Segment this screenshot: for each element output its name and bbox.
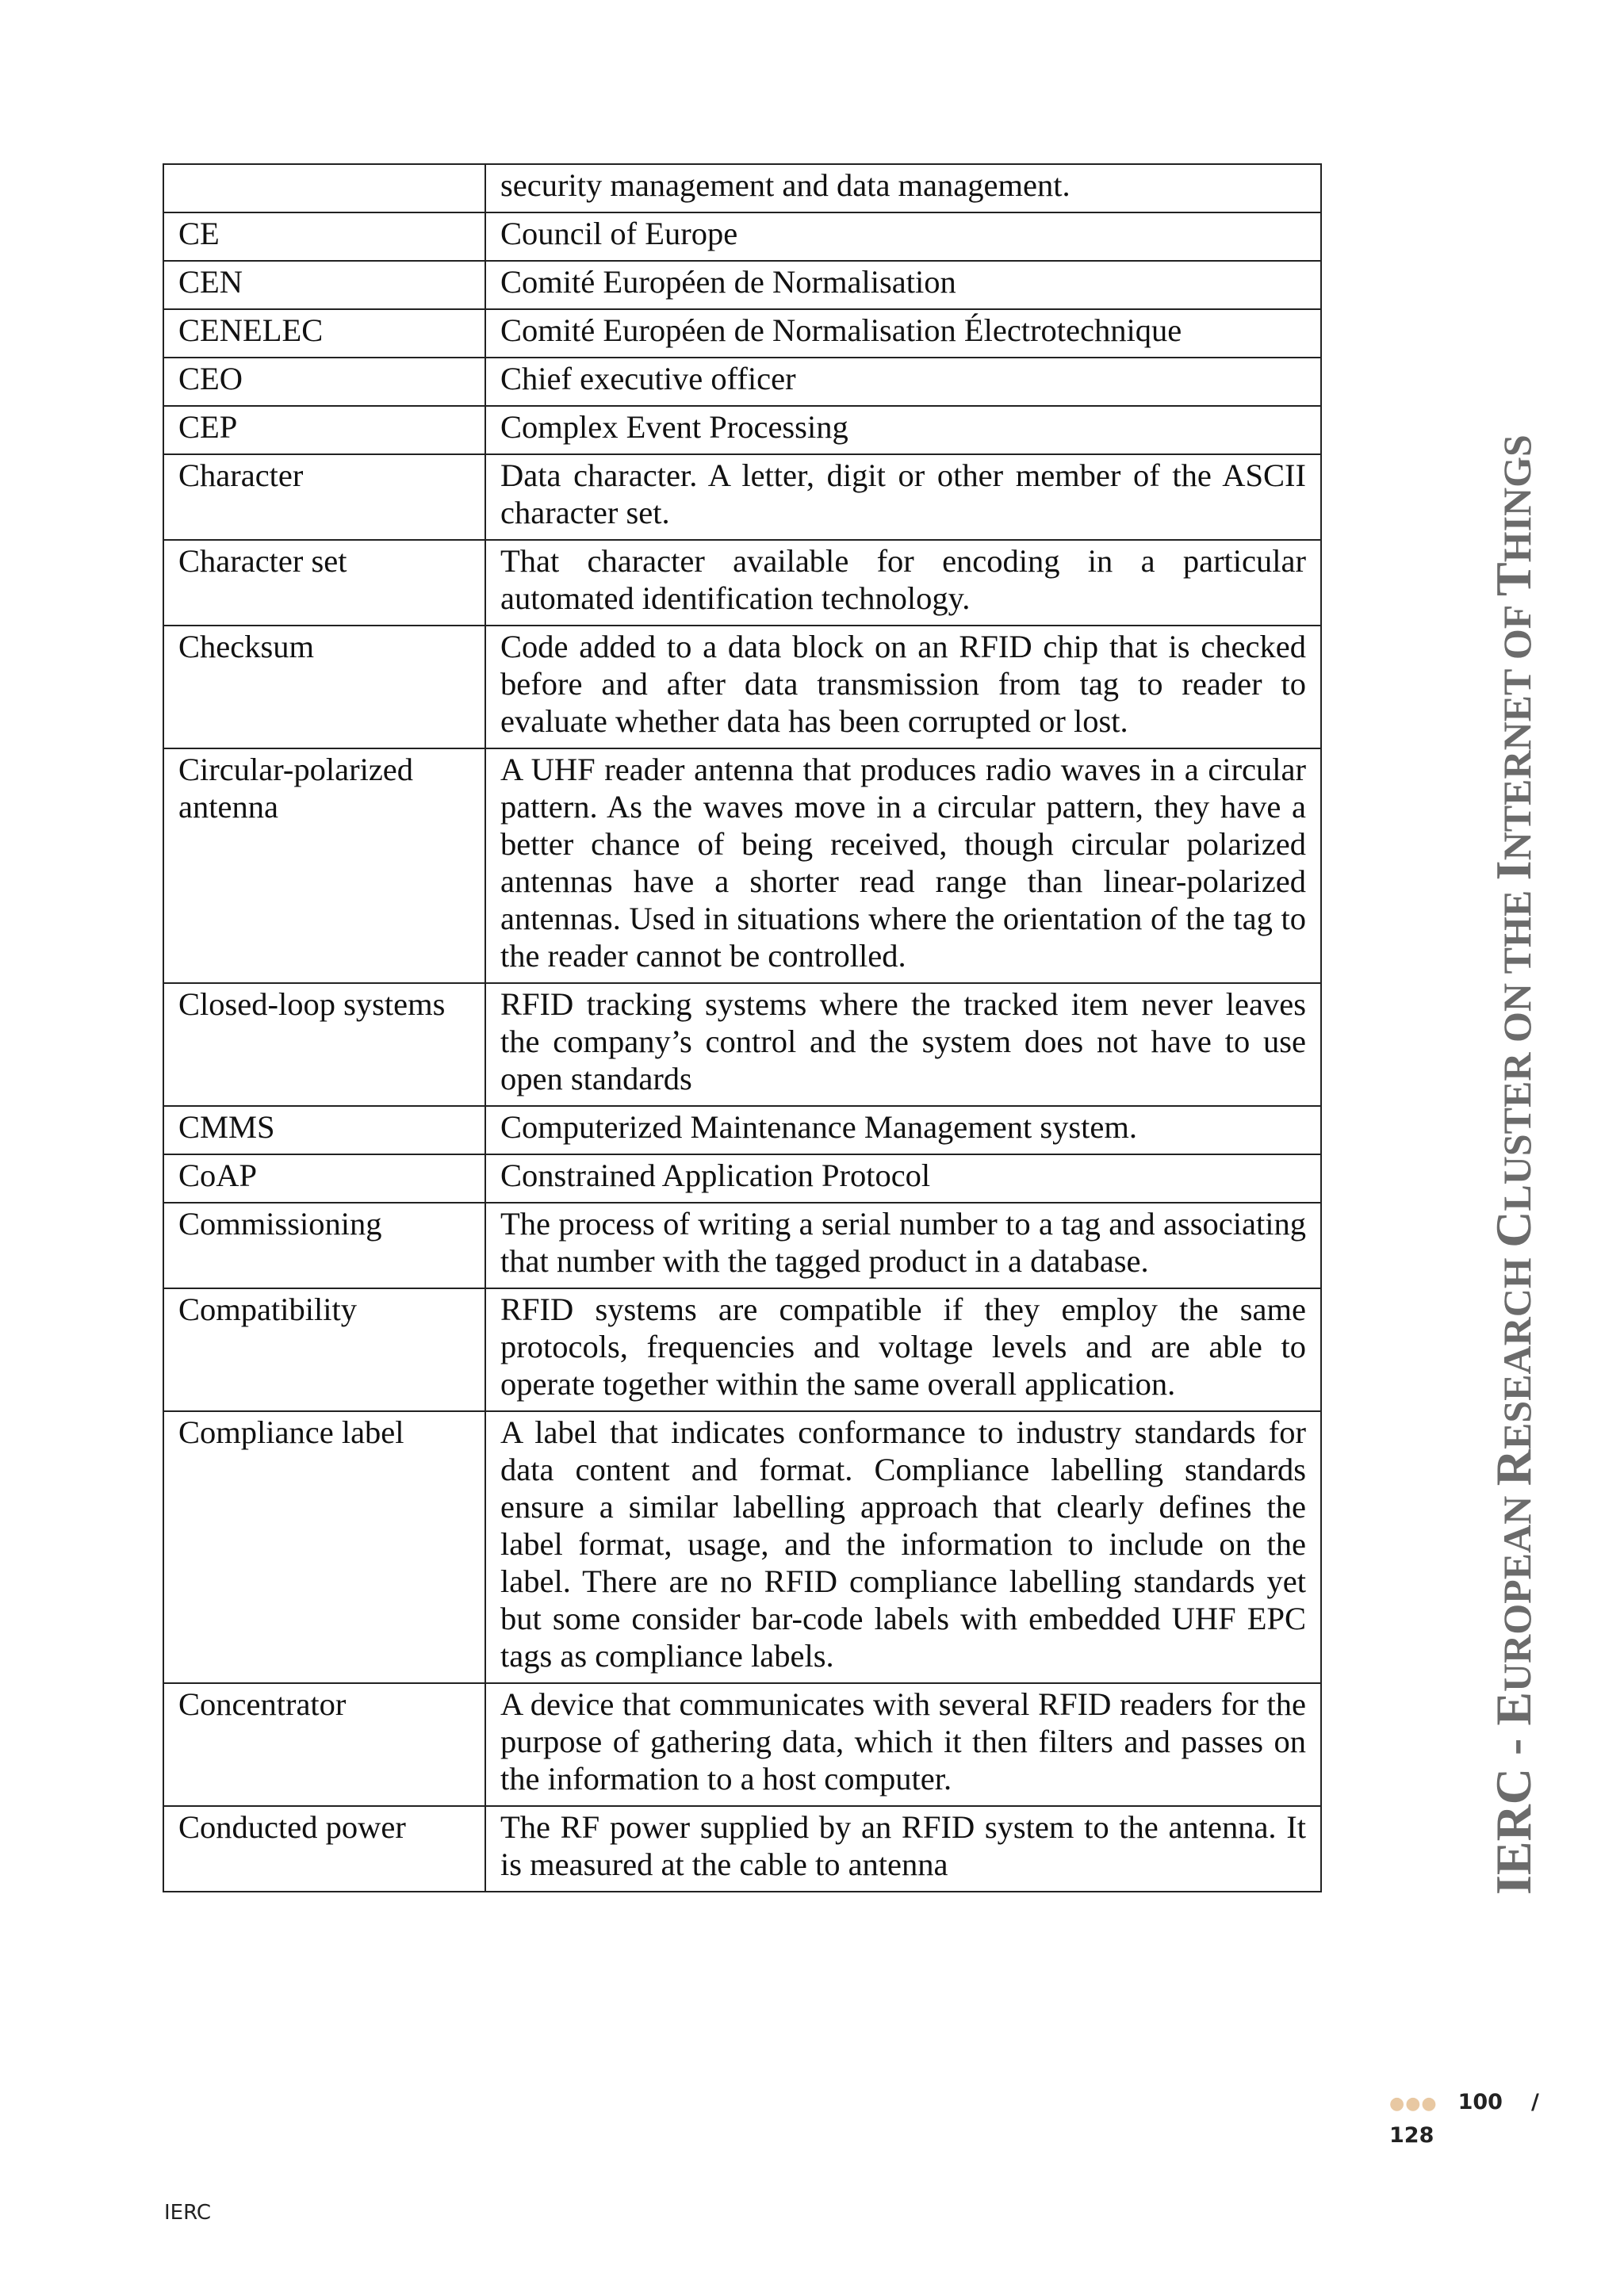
side-running-title [1484,434,1543,1895]
glossary-definition: Computerized Maintenance Management system. [500,1109,1137,1145]
glossary-definition-cell [485,983,1321,1106]
dots-icon: ●●● [1389,2094,1438,2114]
glossary-row [163,1411,1321,1683]
glossary-term: Commissioning [163,1203,485,1288]
glossary-term: CENELEC [163,309,485,358]
glossary-term: CE [163,212,485,261]
glossary-definition-cell [485,212,1321,261]
side-title-segment: ESEARCH [1495,1247,1539,1450]
side-title-segment: IERC - E [1485,1691,1542,1895]
side-title-segment: NTERNET OF [1495,596,1539,861]
glossary-row [163,1288,1321,1411]
glossary-definition: Complex Event Processing [500,409,848,445]
page-separator: / [1530,2090,1539,2114]
glossary-row [163,1683,1321,1806]
glossary-row [163,212,1321,261]
glossary-term: Compatibility [163,1288,485,1411]
glossary-row [163,1154,1321,1203]
glossary-definition: RFID tracking systems where the tracked item never leaves the company’s control and the system does not have to use open standards [500,986,1306,1096]
side-title-segment: I [1485,860,1542,881]
glossary-row [163,748,1321,983]
glossary-definition-cell [485,748,1321,983]
glossary-row [163,540,1321,626]
glossary-row [163,983,1321,1106]
glossary-definition-cell [485,358,1321,406]
glossary-definition: Data character. A letter, digit or other member of the ASCII character set. [500,457,1306,530]
total-pages: 128 [1389,2123,1434,2148]
glossary-definition: Chief executive officer [500,361,796,396]
glossary-definition: The process of writing a serial number to a tag and associating that number with the tagged product in a database. [500,1206,1306,1279]
glossary-definition-cell [485,1683,1321,1806]
glossary-table [163,163,1322,1892]
glossary-row [163,164,1321,212]
side-title-segment: HINGS [1495,434,1539,563]
glossary-row [163,1203,1321,1288]
glossary-definition-cell [485,261,1321,309]
footer-label: IERC [164,2201,212,2225]
glossary-definition: A UHF reader antenna that produces radio waves in a circular pattern. As the waves move in a circular pattern, they have a better chance of being received, though circular polarized antennas have a shorter read range than linear-polarized antennas. Used in situations where the orientation of the tag to the reader cannot be controlled. [500,752,1306,974]
side-title-segment: C [1485,1211,1542,1248]
glossary-definition: A device that communicates with several RFID readers for the purpose of gathering data, which it then filters and passes on the information to a host computer. [500,1686,1306,1797]
glossary-definition-cell [485,406,1321,454]
page-indicator [1389,2087,1572,2152]
glossary-definition: security management and data management. [500,167,1071,203]
glossary-term: Conducted power [163,1806,485,1892]
side-title-segment: R [1485,1449,1542,1487]
glossary-term: CEO [163,358,485,406]
glossary-definition-cell [485,164,1321,212]
glossary-definition-cell [485,454,1321,540]
glossary-definition-cell [485,1288,1321,1411]
glossary-row [163,454,1321,540]
glossary-definition-cell [485,540,1321,626]
glossary-definition-cell [485,1154,1321,1203]
glossary-definition: That character available for encoding in a particular automated identification technology. [500,543,1306,616]
glossary-row [163,309,1321,358]
glossary-definition: Comité Européen de Normalisation [500,264,956,300]
glossary-definition: Comité Européen de Normalisation Électrotechnique [500,312,1182,348]
glossary-definition-cell [485,1806,1321,1892]
glossary-definition-cell [485,1203,1321,1288]
glossary-definition-cell [485,626,1321,748]
glossary-term: Character [163,454,485,540]
glossary-definition: Constrained Application Protocol [500,1158,931,1193]
glossary-row [163,406,1321,454]
glossary-term [163,164,485,212]
side-title-segment: T [1485,562,1542,596]
glossary-row [163,358,1321,406]
glossary-term: Concentrator [163,1683,485,1806]
glossary-definition: A label that indicates conformance to industry standards for data content and format. Compliance labelling standards ensure a similar labelling approach that clearly defines the label format, usage, and the information to include on the label. There are no RFID compliance labelling standards yet but some consider bar-code labels with embedded UHF EPC tags as compliance labels. [500,1414,1306,1674]
glossary-term: Compliance label [163,1411,485,1683]
glossary-row [163,626,1321,748]
glossary-definition-cell [485,1411,1321,1683]
glossary-row [163,1806,1321,1892]
glossary-term: Checksum [163,626,485,748]
page-indicator-top [1389,2087,1572,2120]
glossary-row [163,1106,1321,1154]
current-page-number: 100 [1457,2090,1503,2114]
glossary-term: Closed-loop systems [163,983,485,1106]
glossary-definition-cell [485,1106,1321,1154]
glossary-definition: The RF power supplied by an RFID system to the antenna. It is measured at the cable to antenna [500,1809,1306,1882]
glossary-term: Character set [163,540,485,626]
glossary-term: Circular-polarized antenna [163,748,485,983]
glossary-definition-cell [485,309,1321,358]
glossary-definition: RFID systems are compatible if they employ the same protocols, frequencies and voltage levels and are able to operate together within the same overall application. [500,1292,1306,1402]
glossary-term: CMMS [163,1106,485,1154]
glossary-term: CEN [163,261,485,309]
glossary-definition: Council of Europe [500,216,738,251]
glossary-term: CEP [163,406,485,454]
glossary-body [163,164,1321,1892]
side-title-segment: UROPEAN [1495,1486,1539,1692]
glossary-term: CoAP [163,1154,485,1203]
glossary-row [163,261,1321,309]
glossary-definition: Code added to a data block on an RFID chip that is checked before and after data transmission from tag to reader to evaluate whether data has been corrupted or lost. [500,629,1306,739]
side-title-segment: LUSTER ON THE [1495,880,1539,1211]
